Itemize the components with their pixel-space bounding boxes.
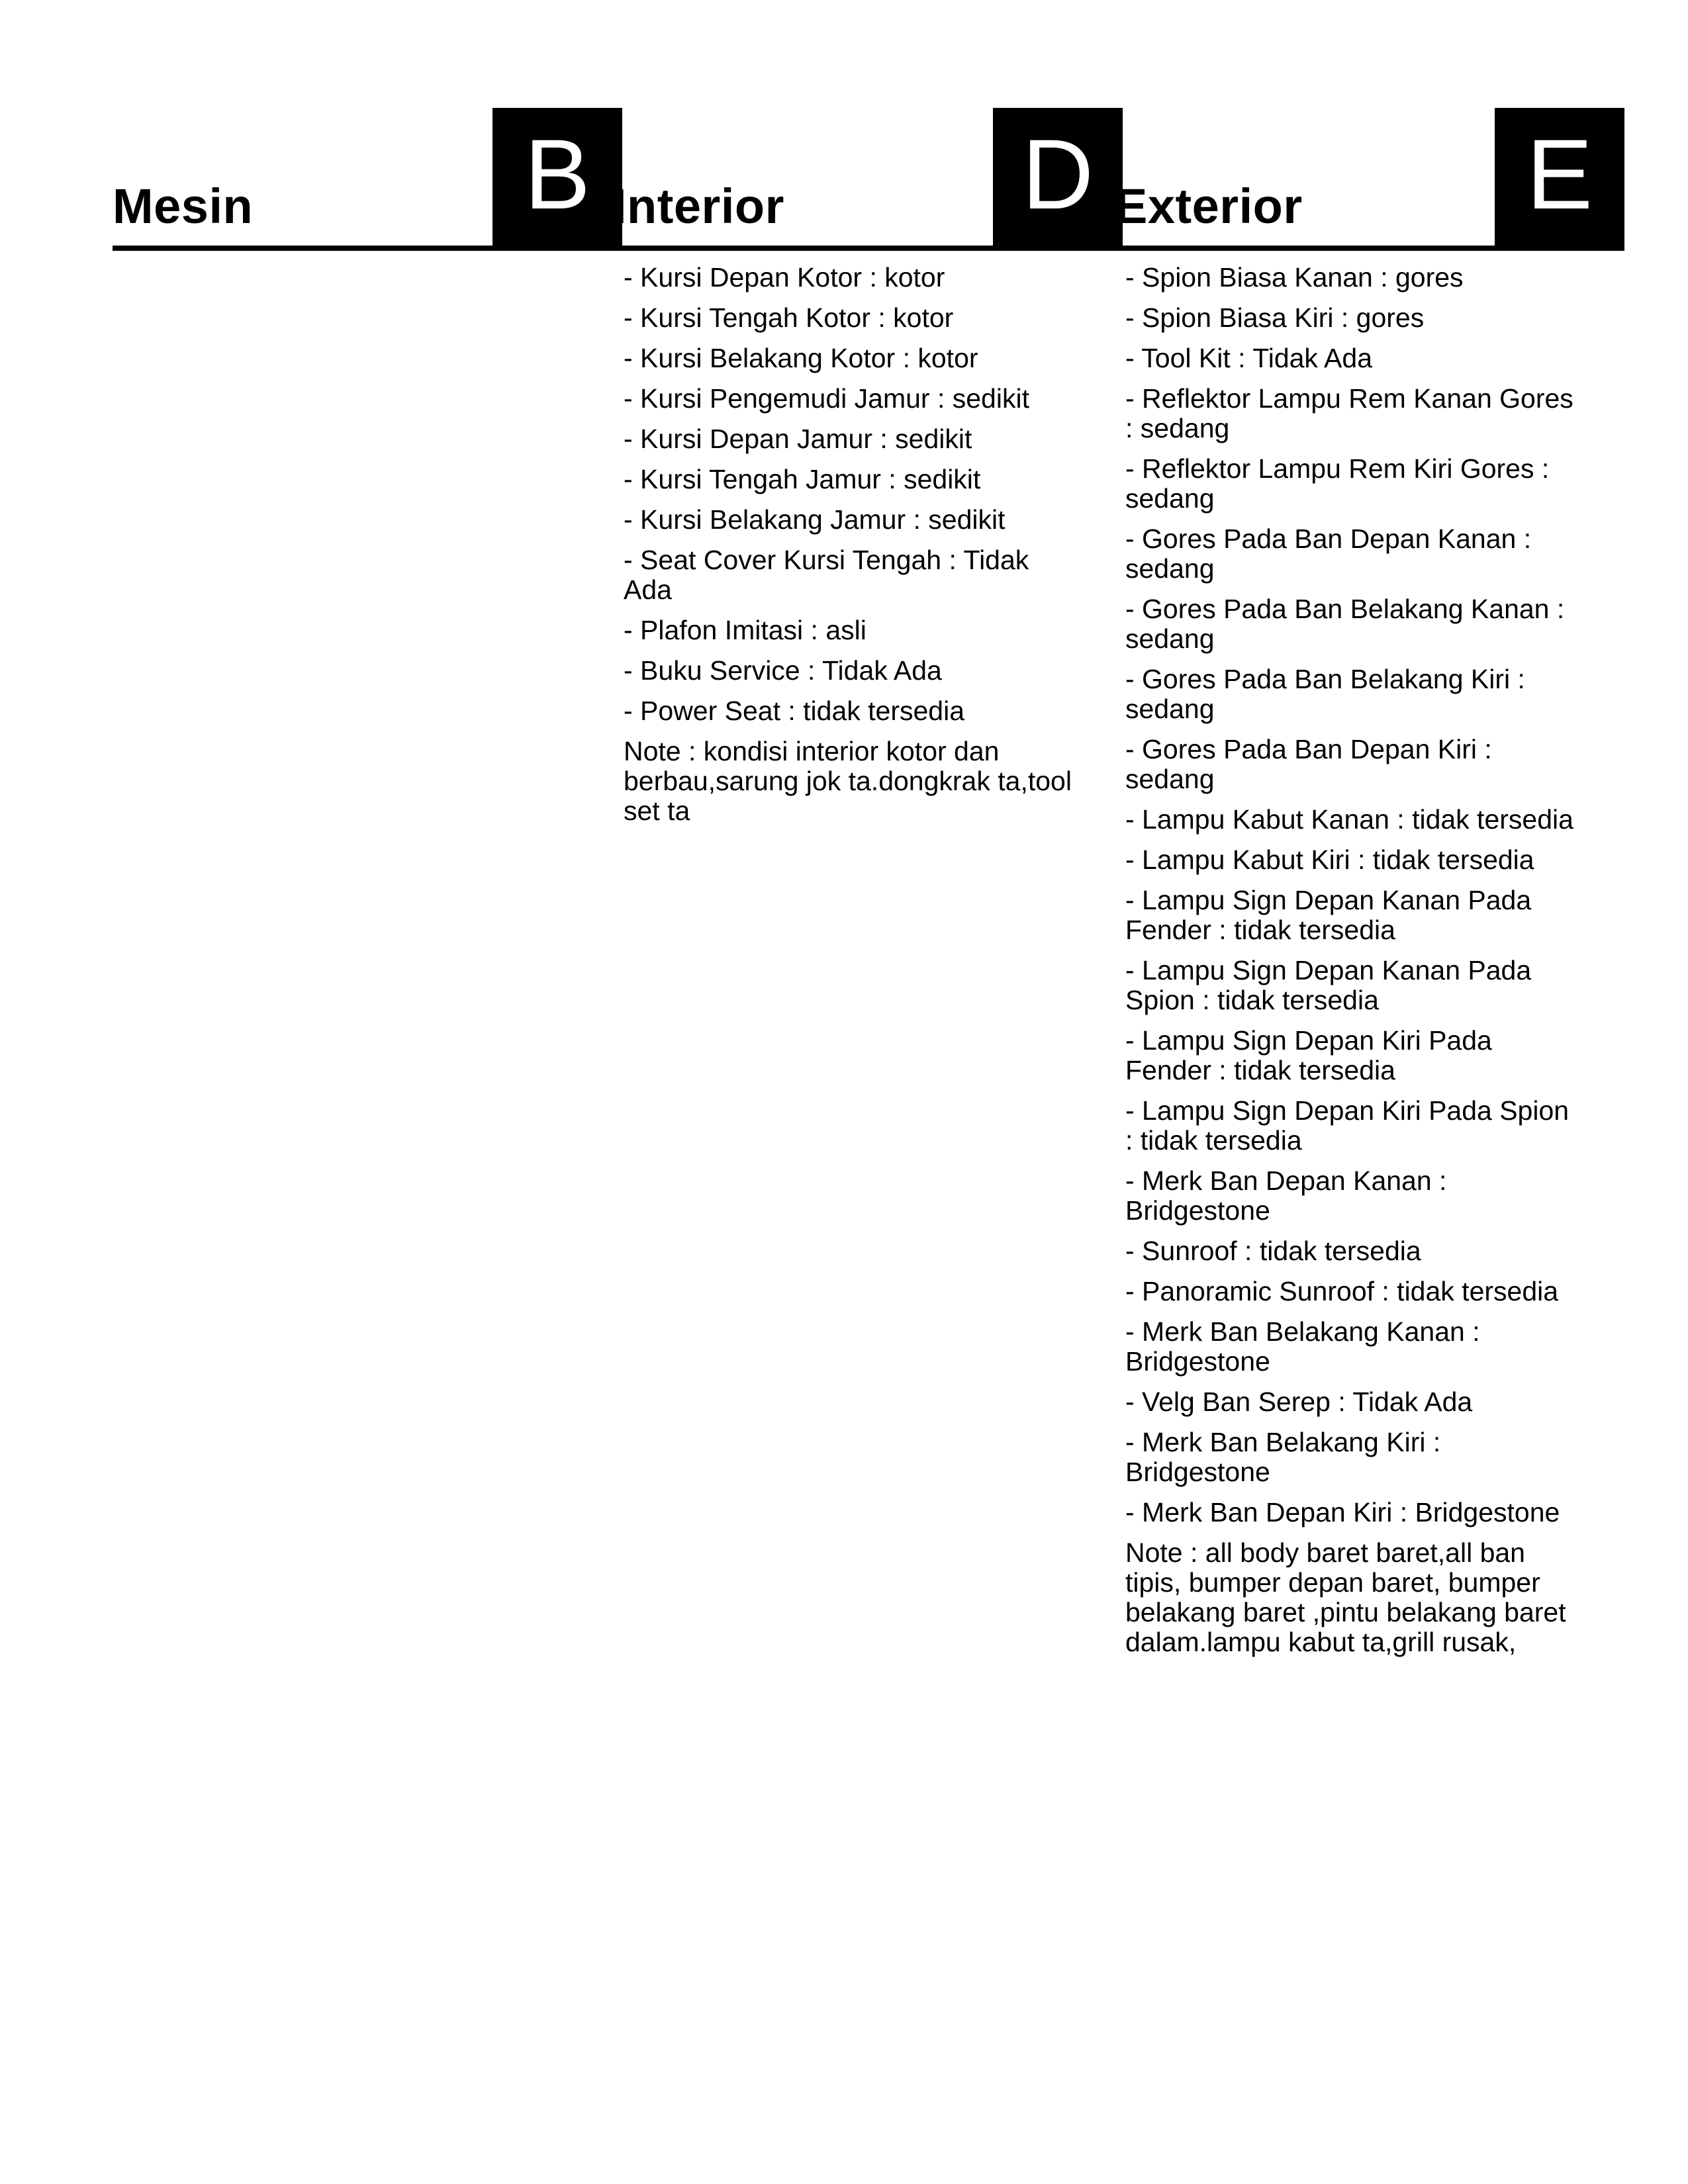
section-interior <box>613 108 1123 826</box>
list-item: - Kursi Tengah Kotor : kotor <box>624 302 954 333</box>
list-item: - Kursi Belakang Kotor : kotor <box>624 343 978 373</box>
list-item: - Kursi Depan Jamur : sedikit <box>624 424 972 454</box>
exterior-note: Note : all body baret baret,all ban tipis, bumper depan baret, bumper belakang baret ,pintu belakang baret dalam.lampu kabut ta,grill rusak, <box>1125 1537 1566 1657</box>
exterior-item-list <box>1115 263 1575 1527</box>
list-item: - Reflektor Lampu Rem Kiri Gores : sedang <box>1125 453 1550 514</box>
list-item: - Lampu Sign Depan Kanan Pada Fender : tidak tersedia <box>1125 885 1532 945</box>
list-item: - Merk Ban Depan Kanan : Bridgestone <box>1125 1165 1447 1226</box>
list-item: - Spion Biasa Kiri : gores <box>1125 302 1425 333</box>
list-item: - Lampu Kabut Kiri : tidak tersedia <box>1125 844 1534 875</box>
list-item: - Lampu Sign Depan Kanan Pada Spion : tidak tersedia <box>1125 955 1532 1015</box>
list-item: - Kursi Pengemudi Jamur : sedikit <box>624 383 1029 414</box>
section-header-interior <box>613 108 1123 251</box>
interior-item-list <box>613 263 1074 726</box>
list-item: - Merk Ban Belakang Kanan : Bridgestone <box>1125 1316 1480 1377</box>
list-item: - Buku Service : Tidak Ada <box>624 655 942 686</box>
grade-badge: B <box>492 108 622 246</box>
list-item: - Power Seat : tidak tersedia <box>624 696 965 726</box>
list-item: - Gores Pada Ban Depan Kiri : sedang <box>1125 734 1492 794</box>
list-item: - Merk Ban Belakang Kiri : Bridgestone <box>1125 1427 1441 1487</box>
interior-note: Note : kondisi interior kotor dan berbau,sarung jok ta.dongkrak ta,tool set ta <box>624 736 1072 826</box>
grade-badge: D <box>993 108 1123 246</box>
list-item: - Kursi Depan Kotor : kotor <box>624 262 945 293</box>
list-item: - Lampu Sign Depan Kiri Pada Spion : tidak tersedia <box>1125 1095 1570 1156</box>
list-item: - Kursi Tengah Jamur : sedikit <box>624 464 981 494</box>
section-mesin <box>113 108 622 251</box>
list-item: - Velg Ban Serep : Tidak Ada <box>1125 1387 1473 1417</box>
section-header-exterior <box>1115 108 1624 251</box>
list-item: - Sunroof : tidak tersedia <box>1125 1236 1421 1266</box>
list-item: - Merk Ban Depan Kiri : Bridgestone <box>1125 1497 1560 1527</box>
section-exterior <box>1115 108 1624 1657</box>
list-item: - Gores Pada Ban Belakang Kiri : sedang <box>1125 664 1525 724</box>
list-item: - Panoramic Sunroof : tidak tersedia <box>1125 1276 1559 1306</box>
list-item: - Gores Pada Ban Depan Kanan : sedang <box>1125 523 1532 584</box>
list-item: - Kursi Belakang Jamur : sedikit <box>624 504 1006 535</box>
list-item: - Lampu Sign Depan Kiri Pada Fender : tidak tersedia <box>1125 1025 1492 1085</box>
section-header-mesin <box>113 108 622 251</box>
list-item: - Reflektor Lampu Rem Kanan Gores : sedang <box>1125 383 1573 443</box>
list-item: - Gores Pada Ban Belakang Kanan : sedang <box>1125 594 1565 654</box>
grade-badge: E <box>1495 108 1624 246</box>
list-item: - Lampu Kabut Kanan : tidak tersedia <box>1125 804 1573 835</box>
section-title: Interior <box>613 179 784 234</box>
list-item: - Plafon Imitasi : asli <box>624 615 867 645</box>
list-item: - Spion Biasa Kanan : gores <box>1125 262 1464 293</box>
section-title: Mesin <box>113 179 254 234</box>
list-item: - Tool Kit : Tidak Ada <box>1125 343 1373 373</box>
section-title: Exterior <box>1115 179 1303 234</box>
list-item: - Seat Cover Kursi Tengah : Tidak Ada <box>624 545 1029 605</box>
